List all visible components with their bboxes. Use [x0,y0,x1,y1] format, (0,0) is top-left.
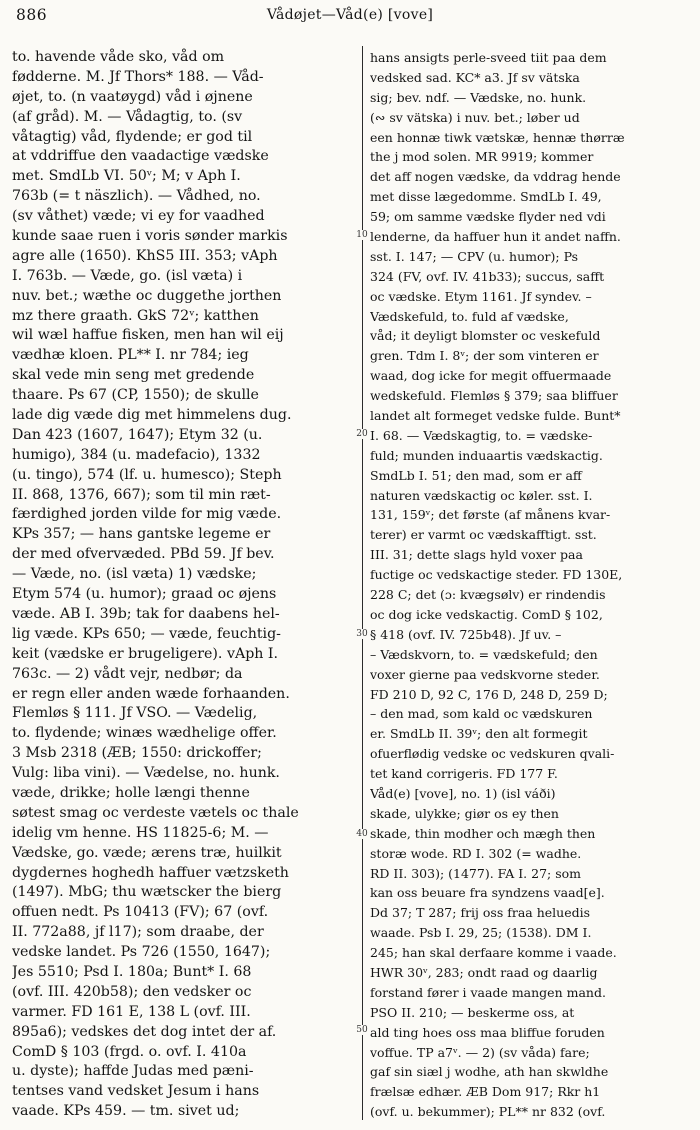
text-line: øjet, to. (n vaatøygd) våd i øjnene [12,88,253,105]
text-line: Dan 423 (1607, 1647); Etym 32 (u. [12,426,263,443]
text-line: 3 Msb 2318 (ÆB; 1550: drickoffer; [12,745,262,762]
left-column [12,48,354,1120]
text-line: offuen nedt. Ps 10413 (FV); 67 (ovf. [12,904,269,921]
text-line: thaare. Ps 67 (CP, 1550); de skulle [12,387,259,404]
text-line: Vædskefuld, to. fuld af vædske, [370,308,569,324]
text-line: (sv våthet) væde; vi ey for vaadhed [12,208,265,225]
text-line: skal vede min seng met gredende [12,367,255,384]
text-line: oc dog icke vedskactig. ComD § 102, [370,606,603,622]
text-line: voffue. TP a7ᵛ. — 2) (sv våda) fare; [370,1044,590,1060]
text-line: (ovf. u. bekummer); PL** nr 832 (ovf. [370,1104,606,1120]
text-line: fødderne. M. Jf Thors* 188. — Våd- [12,68,264,85]
text-line: våd; it deyligt blomster oc veskefuld [370,328,601,344]
text-line: waad, dog icke for megit offuermaade [370,368,612,384]
text-line: kunde saae ruen i voris sønder markis [12,228,288,245]
text-line: 763c. — 2) vådt vejr, nedbør; da [12,665,243,682]
text-line: forstand fører i vaade mangen mand. [370,984,606,1000]
text-line: SmdLb I. 51; den mad, som er aff [370,467,582,483]
text-line: met. SmdLb VI. 50ᵛ; M; v Aph I. [12,168,241,185]
margin-line-number: 20 [354,429,370,439]
text-line: væde, drikke; holle længi thenne [12,784,250,801]
text-line: sig; bev. ndf. — Vædske, no. hunk. [370,89,587,105]
text-line: nuv. bet.; wæthe oc duggethe jorthen [12,287,282,304]
text-line: (1497). MbG; thu wætscker the bierg [12,884,282,901]
text-line: er regn eller anden wæde forhaanden. [12,685,290,702]
text-line: 895a6); vedskes det dog intet der af. [12,1023,277,1040]
text-line: frælsæ edhær. ÆB Dom 917; Rkr h1 [370,1084,601,1100]
text-line: våtagtig) våd, flydende; er god til [12,128,253,145]
text-line: the j mod solen. MR 9919; kommer [370,149,594,165]
text-line: naturen vædskactig oc køler. sst. I. [370,487,593,503]
text-line: Våd(e) [vove], no. 1) (isl váði) [370,785,556,801]
text-line: væde. AB I. 39b; tak for daabens hel- [12,605,280,622]
text-line: søtest smag oc verdeste vætels oc thale [12,804,299,821]
text-line: Vædske, go. væde; ærens træ, huilkit [12,844,282,861]
text-line: vædhæ kloen. PL** I. nr 784; ieg [12,347,249,364]
text-line: skade, ulykke; giør os ey then [370,805,559,821]
text-line: waade. Psb I. 29, 25; (1538). DM I. [370,925,592,941]
text-line: KPs 357; — hans gantske legeme er [12,526,271,543]
text-line: vedsked sad. KC* a3. Jf sv vätska [370,69,580,85]
text-line: III. 31; dette slags hyld voxer paa [370,547,583,563]
margin-line-number: 40 [354,829,370,839]
text-line: RD II. 303); (1477). FA I. 27; som [370,865,582,881]
text-line: — Væde, no. (isl væta) 1) vædske; [12,566,257,583]
text-line: II. 772a88, jf l17); som draabe, der [12,924,264,941]
text-line: lig væde. KPs 650; — væde, feuchtig- [12,625,281,642]
text-line: met disse lægedomme. SmdLb I. 49, [370,189,602,205]
text-line: tentses vand vedsket Jesum i hans [12,1083,260,1100]
text-line: humigo), 384 (u. madefacio), 1332 [12,446,261,463]
text-line: (af gråd). M. — Vådagtig, to. (sv [12,108,243,125]
text-line: een honnæ tiwk vætskæ, hennæ thørræ [370,129,625,145]
text-line: – Vædskvorn, to. = vædskefuld; den [370,646,598,662]
text-line: 324 (FV, ovf. IV. 41b33); succus, safft [370,268,605,284]
text-line: ComD § 103 (frgd. o. ovf. I. 410a [12,1043,247,1060]
text-line: 245; han skal derfaare komme i vaade. [370,945,617,961]
text-line: wedskefuld. Flemløs § 379; saa bliffuer [370,388,618,404]
margin-line-number: 30 [354,629,370,639]
text-line: skade, thin modher och mægh then [370,825,596,841]
text-line: (u. tingo), 574 (lf. u. humesco); Steph [12,466,282,483]
text-line: keit (vædske er brugeligere). vAph I. [12,645,279,662]
text-line: tet kand corrigeris. FD 177 F. [370,766,558,782]
text-line: § 418 (ovf. IV. 725b48). Jf uv. – [370,626,562,642]
text-line: – den mad, som kald oc vædskuren [370,706,593,722]
text-line: PSO II. 210; — beskerme oss, at [370,1004,575,1020]
text-line: u. dyste); haffde Judas med pæni- [12,1063,254,1080]
text-line: Jes 5510; Psd I. 180a; Bunt* I. 68 [12,963,252,980]
text-line: dygdernes hoghedh haffuer vætzsketh [12,864,289,881]
text-line: mz there graath. GkS 72ᵛ; katthen [12,307,259,324]
column-divider [362,46,363,1120]
text-line: det aff nogen vædske, da vddrag hende [370,169,621,185]
text-line: gren. Tdm I. 8ᵛ; der som vinteren er [370,348,599,364]
text-line: (∾ sv vätska) i nuv. bet.; løber ud [370,109,580,125]
text-line: wil wæl haffue fisken, men han wil eij [12,327,284,344]
text-line: ald ting hoes oss maa bliffue foruden [370,1024,605,1040]
text-line: voxer gierne paa vedskvorne steder. [370,666,600,682]
text-line: II. 868, 1376, 667); som til min ræt- [12,486,271,503]
text-line: fuld; munden induaartis vædskactig. [370,447,603,463]
text-line: oc vædske. Etym 1161. Jf syndev. – [370,288,592,304]
text-line: storæ wode. RD I. 302 (= wadhe. [370,845,582,861]
text-line: HWR 30ᵛ, 283; ondt raad og daarlig [370,964,598,980]
text-line: gaf sin siæl j wodhe, ath han skwldhe [370,1064,609,1080]
text-line: I. 763b. — Væde, go. (isl væta) i [12,267,243,284]
text-line: landet alt formeget vedske fulde. Bunt* [370,408,621,424]
text-line: hans ansigts perle-sveed tiit paa dem [370,50,607,65]
margin-line-number: 50 [354,1025,370,1035]
text-line: (ovf. III. 420b58); den vedsker oc [12,983,252,1000]
text-line: lenderne, da haffuer hun it andet naffn. [370,229,621,245]
text-line: ofuerflødig vedske oc vedskuren qvali- [370,746,615,762]
text-line: fuctige oc vedskactige steder. FD 130E, [370,567,623,583]
text-line: lade dig væde dig met himmelens dug. [12,407,292,424]
text-line: Etym 574 (u. humor); graad oc øjens [12,586,277,603]
text-line: idelig vm henne. HS 11825-6; M. — [12,824,269,841]
text-line: Flemløs § 111. Jf VSO. — Vædelig, [12,705,258,722]
text-line: 131, 159ᵛ; det første (af månens kvar- [370,507,611,523]
text-line: 763b (= t näszlich). — Vådhed, no. [12,188,261,205]
text-line: der med ofvervæded. PBd 59. Jf bev. [12,546,275,563]
text-line: to. flydende; winæs wædhelige offer. [12,725,277,742]
text-line: færdighed jorden vilde for mig væde. [12,506,282,523]
text-line: Dd 37; T 287; frij oss fraa heluedis [370,905,591,921]
right-column [370,48,688,1120]
text-line: vedske landet. Ps 726 (1550, 1647); [12,944,271,961]
text-line: Vulg: liba vini). — Vædelse, no. hunk. [12,765,280,782]
text-line: at vddriffue den vaadactige vædske [12,148,269,165]
running-head: Vådøjet—Våd(e) [vove] [266,7,434,23]
text-line: er. SmdLb II. 39ᵛ; den alt formegit [370,726,588,742]
text-line: kan oss beuare fra syndzens vaad[e]. [370,885,605,901]
text-line: 59; om samme vædske flyder ned vdi [370,209,606,225]
text-line: FD 210 D, 92 C, 176 D, 248 D, 259 D; [370,686,608,702]
text-line: varmer. FD 161 E, 138 L (ovf. III. [12,1003,251,1020]
text-line: terer) er varmt oc vædskafftigt. sst. [370,527,597,543]
page-header [0,0,700,36]
text-line: sst. I. 147; — CPV (u. humor); Ps [370,248,579,264]
margin-line-number: 10 [354,230,370,240]
text-line: agre alle (1650). KhS5 III. 353; vAph [12,247,278,264]
text-line: I. 68. — Vædskagtig, to. = vædske- [370,427,593,443]
text-line: 228 C; det (ɔ: kvægsølv) er rindendis [370,587,606,603]
page-number: 886 [16,6,48,24]
text-line: vaade. KPs 459. — tm. sivet ud; [12,1103,240,1120]
text-line: to. havende våde sko, våd om [12,49,225,65]
